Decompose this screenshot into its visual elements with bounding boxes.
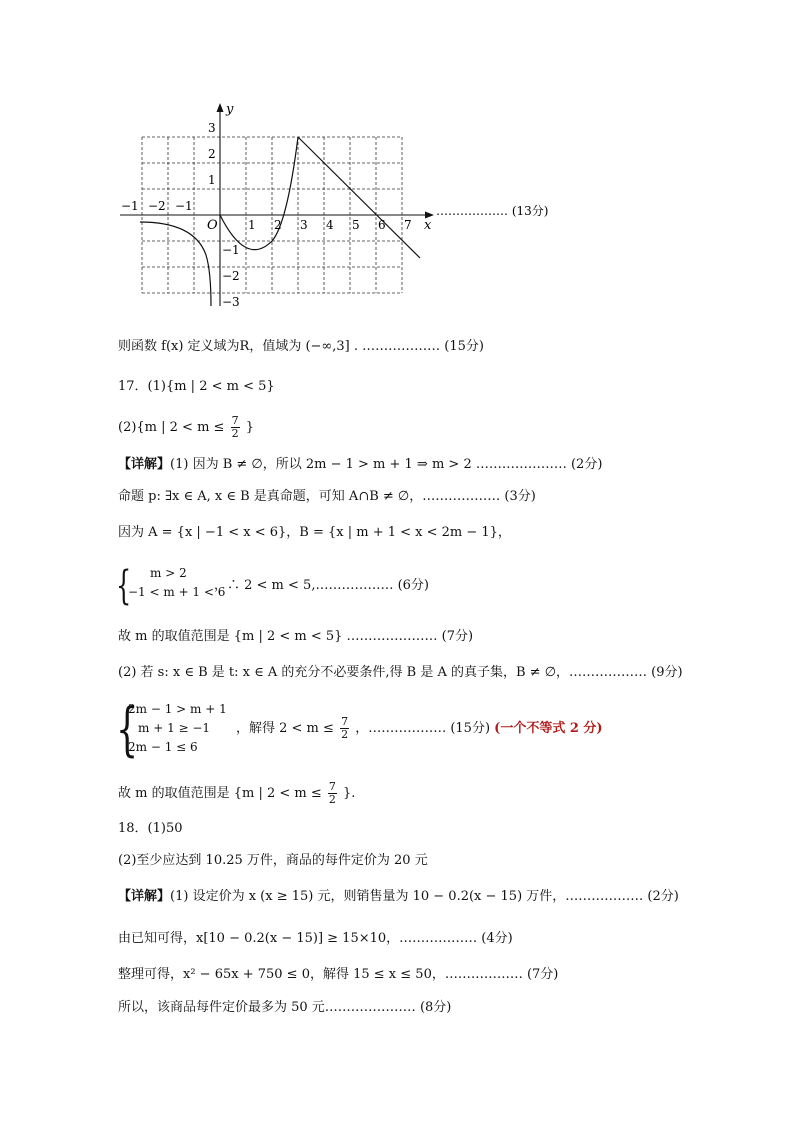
fraction: $\frac{7}{2}$ [328, 780, 336, 806]
q18-line-3: 整理可得，x² − 65x + 750 ≤ 0，解得 15 ≤ x ≤ 50，……………… (7分) [118, 967, 559, 982]
x-tick-label: 7 [404, 218, 412, 232]
q18-line-2: 由已知可得，x[10 − 0.2(x − 15)] ≥ 15×10，……………… (4分) [118, 931, 513, 946]
system-2: 2m − 1 > m + 1 m + 1 ≥ −1 2m − 1 ≤ 6 [128, 702, 227, 754]
curve-parabola [220, 137, 298, 250]
q18-detail-1: 【详解】(1) 设定价为 x (x ≥ 15) 元，则销售量为 10 − 0.2(x − 15) 万件，……………… (2分) [118, 889, 679, 904]
system-1: m > 2 −1 < m + 1 < 6 [128, 566, 226, 599]
system-brace: { [116, 563, 132, 609]
y-axis-label: y [226, 102, 234, 117]
y-tick-label: 1 [208, 173, 216, 187]
x-tick-label: 1 [248, 218, 256, 232]
x-tick-label: −2 [148, 199, 166, 213]
q17-line-2: 命题 p: ∃x ∈ A, x ∈ B 是真命题，可知 A∩B ≠ ∅，……………… (3分) [118, 489, 536, 504]
x-tick-label: 2 [274, 218, 282, 232]
q16-domain-range: 则函数 f(x) 定义域为R，值域为 (−∞,3] . ……………… (15分) [118, 339, 484, 354]
score-note: (一个不等式 2 分) [494, 721, 603, 736]
y-axis-arrow [217, 103, 224, 112]
x-tick-label: −1 [121, 199, 139, 213]
q17-answer-1: 17．(1){m | 2 < m < 5} [118, 379, 275, 394]
fraction: $\frac{7}{2}$ [341, 715, 349, 741]
x-tick-label: 4 [326, 218, 334, 232]
system-2-result: ，解得 2 < m ≤ $\frac{7}{2}$ ，……………… (15分) (一个不等式 2 分) [236, 715, 603, 741]
x-tick-label: 5 [352, 218, 360, 232]
q17-line-6: (2) 若 s: x ∈ B 是 t: x ∈ A 的充分不必要条件,得 B 是 A 的真子集，B ≠ ∅，……………… (9分) [118, 665, 683, 680]
function-graph [0, 0, 794, 330]
q17-answer-2: (2){m | 2 < m ≤ $\frac{7}{2}$ } [118, 414, 254, 440]
curve-left-branch [140, 222, 211, 306]
fraction: $\frac{7}{2}$ [231, 414, 239, 440]
q18-answer-1: 18．(1)50 [118, 821, 183, 836]
y-tick-label: 3 [208, 121, 216, 135]
y-tick-label: −3 [222, 295, 240, 309]
q17-line-5: 故 m 的取值范围是 {m | 2 < m < 5} ………………… (7分) [118, 629, 474, 644]
x-axis-label: x [424, 218, 432, 233]
q18-answer-2: (2)至少应达到 10.25 万件，商品的每件定价为 20 元 [118, 853, 428, 868]
system-brace: { [116, 695, 139, 763]
q18-line-4: 所以，该商品每件定价最多为 50 元………………… (8分) [118, 1000, 452, 1015]
x-tick-label: 6 [378, 218, 386, 232]
y-tick-label: −1 [222, 243, 240, 257]
y-tick-label: −2 [222, 269, 240, 283]
y-tick-label: 2 [208, 147, 216, 161]
figure-score-mark: ……………… (13分) [436, 204, 549, 218]
origin-label: O [207, 218, 218, 233]
x-tick-label: 3 [300, 218, 308, 232]
q17-detail-1: 【详解】(1) 因为 B ≠ ∅，所以 2m − 1 > m + 1 ⇒ m > 2 ………………… (2分) [118, 457, 603, 472]
x-tick-label: −1 [175, 199, 193, 213]
q17-line-3: 因为 A = {x | −1 < x < 6}，B = {x | m + 1 < x < 2m − 1}， [118, 525, 511, 540]
q17-line-8: 故 m 的取值范围是 {m | 2 < m ≤ $\frac{7}{2}$ }. [118, 780, 356, 806]
system-1-result: ，∴ 2 < m < 5,……………… (6分) [214, 578, 429, 593]
